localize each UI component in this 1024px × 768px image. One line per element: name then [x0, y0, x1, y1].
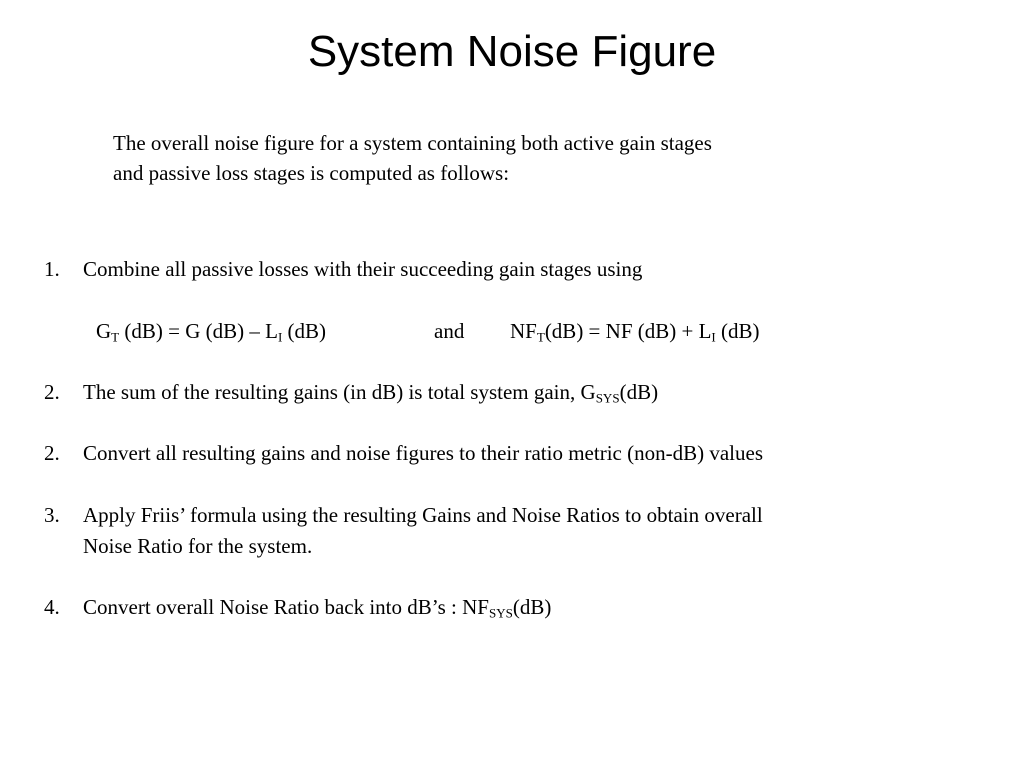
slide-title: System Noise Figure: [307, 27, 717, 76]
list-item-text: Convert all resulting gains and noise figures to their ratio metric (non-dB) values: [83, 441, 763, 465]
intro-line-1: The overall noise figure for a system containing both active gain stages: [113, 131, 712, 155]
intro-paragraph: [113, 128, 913, 188]
list-item-number: 4.: [44, 595, 60, 619]
list-item-text-line-2: Noise Ratio for the system.: [83, 534, 313, 558]
gain-formula: $G_T$ (dB) = G $(dB) - L_I$ (dB): [96, 319, 327, 345]
intro-line-2: and passive loss stages is computed as follows:: [113, 161, 510, 185]
list-item-text-line-1: Apply Friis’ formula using the resulting Gains and Noise Ratios to obtain overall: [83, 503, 763, 527]
noise-figure-formula: $NF_T(dB)$ = NF $(dB) + L_I$ (dB): [510, 319, 760, 345]
list-item-text: The sum of the resulting gains (in dB) is total system gain, $G_{SYS}(dB)$: [83, 380, 659, 406]
list-item-text: Combine all passive losses with their succeeding gain stages using: [83, 257, 643, 281]
list-item-number: 1.: [44, 257, 60, 281]
formula-conjunction: and: [434, 319, 465, 343]
list-item-number: 2.: [44, 380, 60, 404]
list-item-number: 3.: [44, 503, 60, 527]
list-item-text: Convert overall Noise Ratio back into dB’s : $NF_{SYS}(dB)$: [83, 595, 552, 621]
list-item-number: 2.: [44, 441, 60, 465]
